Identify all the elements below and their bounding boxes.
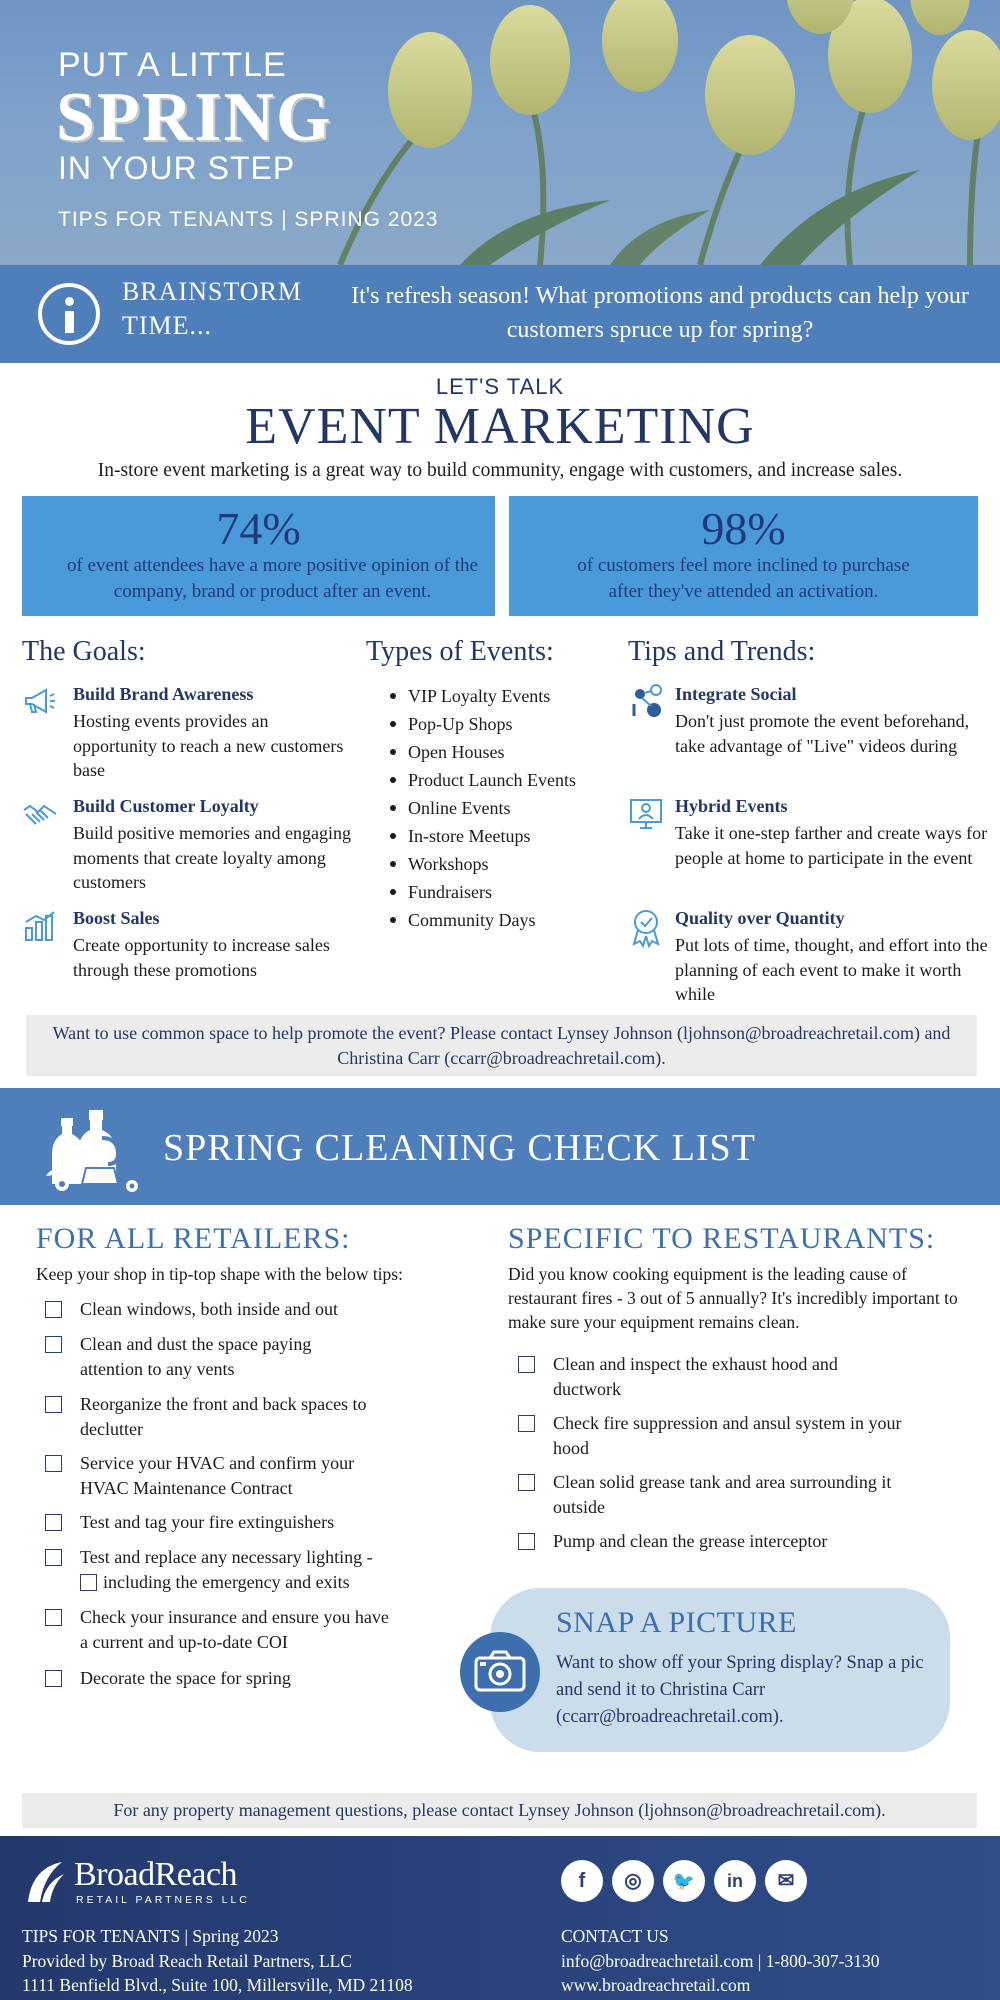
checkbox[interactable]	[518, 1356, 535, 1373]
logo-word: BroadReach	[74, 1856, 238, 1893]
all-retailers-heading: FOR ALL RETAILERS:	[36, 1222, 351, 1255]
hero-line-3: IN YOUR STEP	[58, 150, 296, 186]
tip-title: Hybrid Events	[675, 796, 788, 816]
checklist-item[interactable]	[45, 1545, 445, 1597]
checkbox[interactable]	[518, 1474, 535, 1491]
restaurants-intro: Did you know cooking equipment is the leading cause of restaurant fires - 3 out of 5 annually? It's incredibly important to make sure your equipment remains clean.	[508, 1264, 958, 1332]
checklist-text-line: Test and replace any necessary lighting -	[80, 1547, 373, 1567]
facebook-icon[interactable]: f	[561, 1860, 603, 1902]
checkbox[interactable]	[45, 1609, 62, 1626]
checkbox[interactable]	[45, 1514, 62, 1531]
checkbox[interactable]	[45, 1396, 62, 1413]
checklist-text: Service your HVAC and confirm your HVAC Maintenance Contract	[80, 1453, 355, 1498]
camera-icon	[460, 1632, 540, 1712]
list-item: Community Days	[388, 906, 576, 934]
checkbox[interactable]	[80, 1574, 97, 1591]
checkbox[interactable]	[518, 1415, 535, 1432]
checklist-text: Clean and inspect the exhaust hood and ductwork	[553, 1354, 838, 1399]
footer-contact-line[interactable]: info@broadreachretail.com | 1-800-307-3130	[561, 1950, 880, 1971]
checklist-text: Test and tag your fire extinguishers	[80, 1512, 335, 1532]
cleaning-title: SPRING CLEANING CHECK LIST	[163, 1127, 756, 1169]
footer-line: CONTACT US	[561, 1926, 669, 1946]
footer-line: Provided by Broad Reach Retail Partners, LLC	[22, 1950, 352, 1971]
hero-line-2: SPRING	[56, 79, 333, 156]
tip-text: Put lots of time, thought, and effort into the planning of each event to make it worth while	[675, 935, 988, 1004]
checklist-text: Clean windows, both inside and out	[80, 1299, 338, 1319]
checklist-subitem-text: including the emergency and exits	[103, 1571, 350, 1592]
stat-text: of customers feel more inclined to purchase after they've attended an activation.	[577, 555, 910, 602]
snap-picture-panel	[490, 1588, 950, 1752]
goal-title: Build Customer Loyalty	[73, 796, 259, 816]
goal-title: Build Brand Awareness	[73, 684, 254, 704]
tip-text: Don't just promote the event beforehand, take advantage of "Live" videos during	[675, 711, 970, 756]
brainstorm-message: It's refresh season! What promotions and products can help your customers spruce up for spring?	[351, 283, 969, 343]
checkbox[interactable]	[45, 1455, 62, 1472]
brainstorm-title: BRAINSTORM TIME...	[122, 277, 303, 340]
brainstorm-banner	[0, 265, 1000, 363]
cleaning-banner	[0, 1088, 1000, 1205]
tips-heading: Tips and Trends:	[628, 636, 816, 667]
logo-mark-icon	[22, 1858, 68, 1904]
checklist-text	[80, 1545, 440, 1594]
linkedin-icon[interactable]: in	[714, 1860, 756, 1902]
goal-text: Hosting events provides an opportunity to reach a new customers base	[73, 711, 344, 780]
checklist-text: Decorate the space for spring	[80, 1668, 291, 1688]
types-heading: Types of Events:	[366, 636, 554, 667]
snap-title: SNAP A PICTURE	[556, 1606, 797, 1639]
checklist-text: Pump and clean the grease interceptor	[553, 1531, 828, 1551]
hero-line-1: PUT A LITTLE	[58, 46, 287, 84]
all-retailers-intro: Keep your shop in tip-top shape with the below tips:	[36, 1264, 403, 1284]
stat-value: 74%	[216, 503, 301, 554]
hero-subtitle: TIPS FOR TENANTS | SPRING 2023	[58, 208, 439, 231]
checkbox[interactable]	[518, 1533, 535, 1550]
stat-value: 98%	[701, 503, 786, 554]
tip-title: Integrate Social	[675, 684, 797, 704]
checklist-subitem	[80, 1570, 440, 1595]
footer-website-link[interactable]: www.broadreachretail.com	[561, 1975, 751, 1995]
checkbox[interactable]	[45, 1670, 62, 1687]
bar-chart-icon	[22, 908, 58, 944]
checklist-text: Reorganize the front and back spaces to declutter	[80, 1394, 367, 1439]
footer-line: 1111 Benfield Blvd., Suite 100, Millersville, MD 21108	[22, 1975, 413, 1995]
list-item: Fundraisers	[388, 878, 576, 906]
lets-talk-kicker: LET'S TALK	[435, 374, 565, 399]
list-item: Online Events	[388, 794, 576, 822]
logo-sub: RETAIL PARTNERS LLC	[76, 1894, 250, 1906]
handshake-icon	[22, 796, 58, 832]
footer-line: TIPS FOR TENANTS | Spring 2023	[22, 1926, 279, 1946]
social-network-icon	[628, 684, 664, 724]
stat-text: of event attendees have a more positive opinion of the company, brand or product after an event.	[66, 555, 478, 602]
hybrid-monitor-icon	[628, 796, 664, 836]
footer-left-info	[22, 1924, 413, 1998]
hero-banner	[0, 0, 1000, 265]
footer-contact-info	[561, 1924, 879, 1998]
checklist-text: Clean and dust the space paying attention to any vents	[80, 1334, 312, 1379]
event-marketing-intro: In-store event marketing is a great way to build community, engage with customers, and increase sales.	[97, 460, 903, 481]
list-item: Open Houses	[388, 738, 576, 766]
twitter-icon[interactable]: 🐦	[663, 1860, 705, 1902]
goal-title: Boost Sales	[73, 908, 160, 928]
checkbox[interactable]	[45, 1336, 62, 1353]
event-types-list	[388, 682, 576, 934]
stat-box	[509, 496, 978, 616]
stat-box	[22, 496, 495, 616]
tip-text: Take it one-step farther and create ways for people at home to participate in the event	[675, 823, 988, 868]
checklist-text: Clean solid grease tank and area surrounding it outside	[553, 1472, 892, 1517]
award-ribbon-icon	[628, 908, 664, 948]
broad-reach-logo	[22, 1856, 282, 1908]
goal-text: Build positive memories and engaging moments that create loyalty among customers	[73, 823, 351, 892]
checklist-text: Check fire suppression and ansul system in your hood	[553, 1413, 902, 1458]
list-item: In-store Meetups	[388, 822, 576, 850]
snap-text: Want to show off your Spring display? Snap a pic and send it to Christina Carr (ccarr@broadreachretail.com).	[556, 1653, 924, 1727]
megaphone-icon	[22, 684, 58, 720]
checklist-text: Check your insurance and ensure you have a current and up-to-date COI	[80, 1607, 389, 1652]
goals-heading: The Goals:	[22, 636, 146, 667]
property-management-note: For any property management questions, please contact Lynsey Johnson (ljohnson@broadreachretail.com).	[22, 1793, 977, 1828]
goal-text: Create opportunity to increase sales through these promotions	[73, 935, 330, 980]
info-icon	[38, 283, 100, 345]
list-item: Pop-Up Shops	[388, 710, 576, 738]
restaurants-heading: SPECIFIC TO RESTAURANTS:	[508, 1222, 936, 1255]
checkbox[interactable]	[45, 1549, 62, 1566]
email-icon[interactable]: ✉	[765, 1860, 807, 1902]
tip-title: Quality over Quantity	[675, 908, 845, 928]
footer	[0, 1836, 1000, 2000]
instagram-icon[interactable]: ◎	[612, 1860, 654, 1902]
list-item: Workshops	[388, 850, 576, 878]
cleaning-bottles-icon	[42, 1106, 146, 1192]
common-space-note: Want to use common space to help promote the event? Please contact Lynsey Johnson (ljohnson@broadreachretail.com) and Christina Carr (ccarr@broadreachretail.com).	[26, 1015, 977, 1076]
list-item: Product Launch Events	[388, 766, 576, 794]
checkbox[interactable]	[45, 1301, 62, 1318]
event-marketing-title: EVENT MARKETING	[245, 398, 755, 455]
list-item: VIP Loyalty Events	[388, 682, 576, 710]
